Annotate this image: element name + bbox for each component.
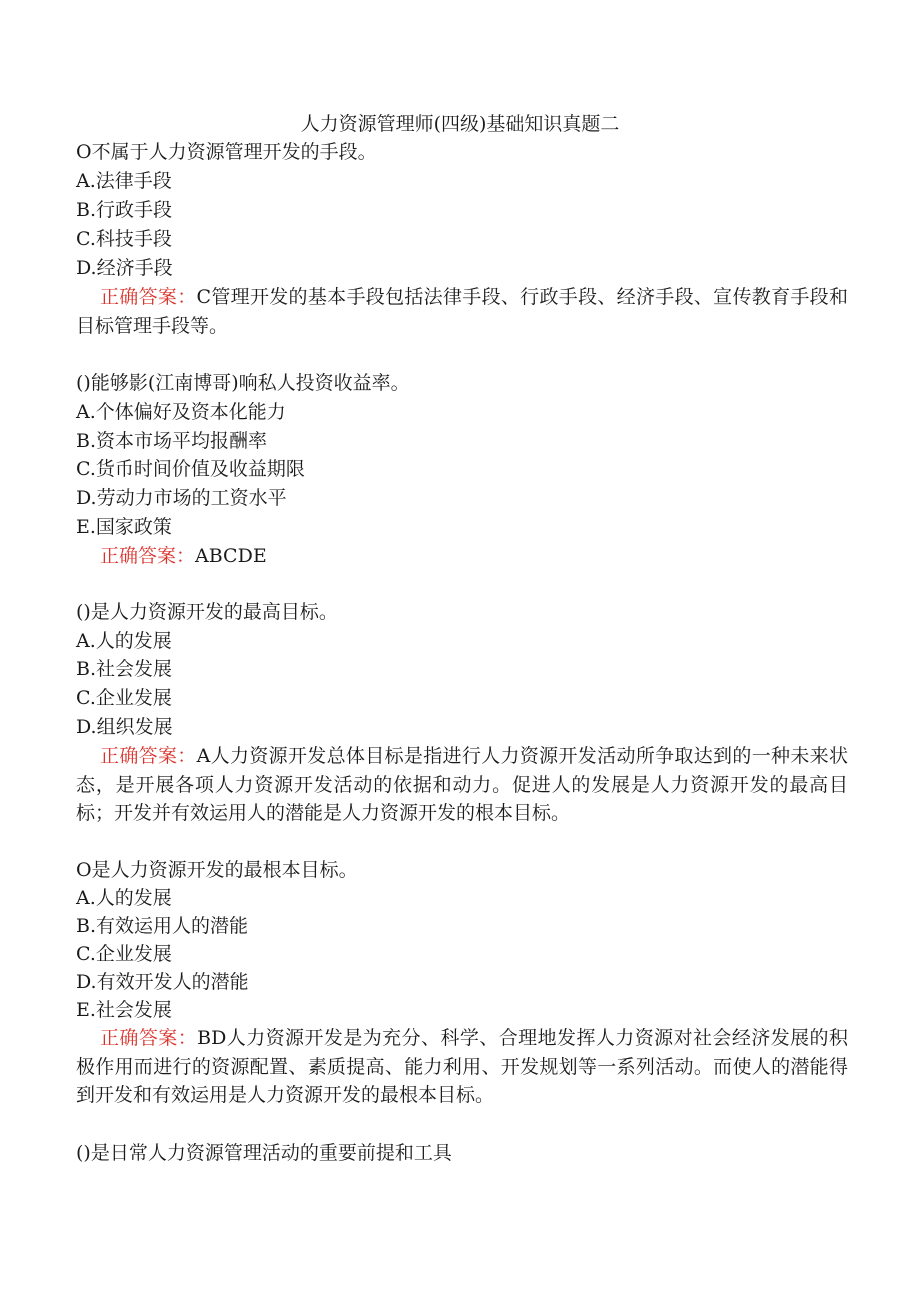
question-1-option-c: C.科技手段 bbox=[76, 228, 172, 250]
question-1-stem: O不属于人力资源管理开发的手段。 bbox=[76, 141, 377, 163]
document-title: 人力资源管理师(四级)基础知识真题二 bbox=[300, 113, 620, 135]
question-4-answer bbox=[76, 1024, 848, 1110]
question-4-option-c: C.企业发展 bbox=[76, 943, 172, 965]
question-2-stem: ()能够影(江南博哥)响私人投资收益率。 bbox=[76, 372, 410, 394]
question-2-option-e: E.国家政策 bbox=[76, 516, 172, 538]
question-3-answer bbox=[76, 742, 848, 828]
question-3-option-d: D.组织发展 bbox=[76, 716, 173, 738]
question-2-option-d: D.劳动力市场的工资水平 bbox=[76, 487, 287, 509]
answer-label: 正确答案： bbox=[100, 1027, 198, 1049]
answer-text: ABCDE bbox=[195, 545, 267, 567]
question-1-answer bbox=[76, 283, 848, 340]
answer-label: 正确答案： bbox=[100, 745, 197, 767]
question-2-option-b: B.资本市场平均报酬率 bbox=[76, 430, 268, 452]
answer-text: A人力资源开发总体目标是指进行人力资源开发活动所争取达到的一种未来状态，是开展各项人力资源开发活动的依据和动力。促进人的发展是人力资源开发的最高目标；开发并有效运用人的潜能是人力资源开发的根本目标。 bbox=[76, 745, 848, 825]
question-4-option-a: A.人的发展 bbox=[76, 887, 172, 909]
question-4-stem: O是人力资源开发的最根本目标。 bbox=[76, 859, 358, 881]
question-5-stem: ()是日常人力资源管理活动的重要前提和工具 bbox=[76, 1142, 452, 1164]
answer-label: 正确答案： bbox=[100, 286, 197, 308]
answer-text: C管理开发的基本手段包括法律手段、行政手段、经济手段、宣传教育手段和目标管理手段等。 bbox=[76, 286, 848, 337]
question-3-option-b: B.社会发展 bbox=[76, 658, 173, 680]
question-1-option-d: D.经济手段 bbox=[76, 257, 173, 279]
question-3-option-c: C.企业发展 bbox=[76, 687, 172, 709]
question-2-option-c: C.货币时间价值及收益期限 bbox=[76, 458, 305, 480]
question-3-stem: ()是人力资源开发的最高目标。 bbox=[76, 601, 338, 623]
question-1-option-a: A.法律手段 bbox=[76, 170, 172, 192]
question-2-answer bbox=[76, 542, 848, 571]
question-4-option-d: D.有效开发人的潜能 bbox=[76, 971, 249, 993]
question-3-option-a: A.人的发展 bbox=[76, 630, 172, 652]
answer-text: BD人力资源开发是为充分、科学、合理地发挥人力资源对社会经济发展的积极作用而进行的资源配置、素质提高、能力利用、开发规划等一系列活动。而使人的潜能得到开发和有效运用是人力资源开发的最根本目标。 bbox=[76, 1027, 848, 1107]
question-1-option-b: B.行政手段 bbox=[76, 199, 173, 221]
answer-label: 正确答案： bbox=[100, 545, 196, 567]
question-2-option-a: A.个体偏好及资本化能力 bbox=[76, 401, 286, 423]
question-4-option-b: B.有效运用人的潜能 bbox=[76, 915, 249, 937]
question-4-option-e: E.社会发展 bbox=[76, 999, 172, 1021]
